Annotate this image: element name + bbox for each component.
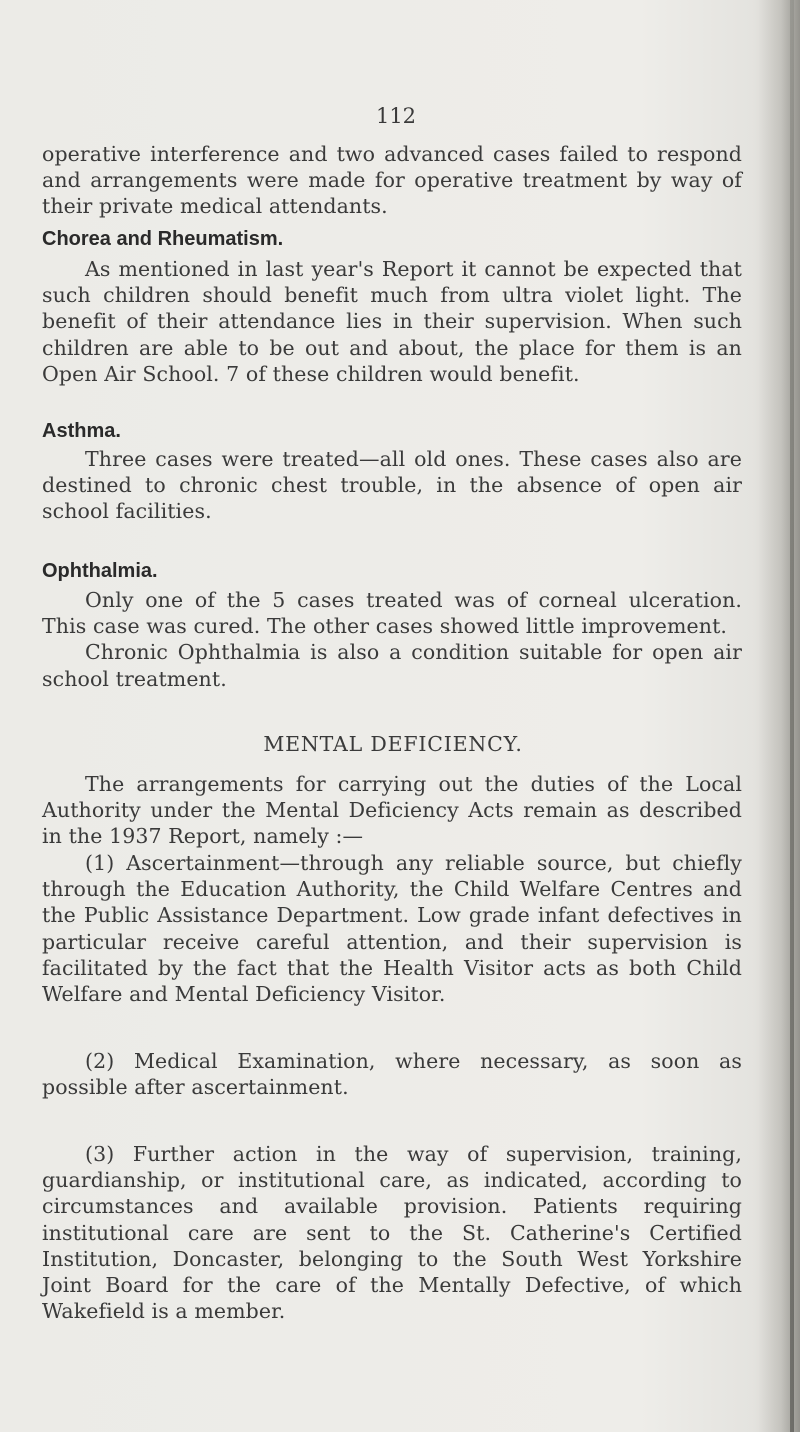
page-number: 112 <box>375 104 417 128</box>
section-chorea <box>42 256 742 387</box>
heading-mental-deficiency: MENTAL DEFICIENCY. <box>263 732 523 756</box>
list-item-2 <box>42 1048 742 1100</box>
paragraph: Chronic Ophthalmia is also a condition suitable for open air school treatment. <box>42 640 742 691</box>
paragraph: The arrangements for carrying out the duties of the Local Authority under the Mental Deficiency Acts remain as described in the 1937 Report, namely :— <box>42 772 742 849</box>
paragraph: Only one of the 5 cases treated was of corneal ulceration. This case was cured. The other cases showed little improvement. <box>42 588 742 639</box>
paragraph: Three cases were treated—all old ones. These cases also are destined to chronic chest trouble, in the absence of open air school facilities. <box>42 447 742 524</box>
book-spine <box>790 0 794 1432</box>
heading-chorea: Chorea and Rheumatism. <box>42 228 284 250</box>
intro-paragraph: operative interference and two advanced cases failed to respond and arrangements were made for operative treatment by way of their private medical attendants. <box>42 142 742 219</box>
section-ophthalmia <box>42 587 742 692</box>
section-asthma <box>42 446 742 525</box>
list-item-1 <box>42 850 742 1007</box>
list-item-3 <box>42 1141 742 1324</box>
list-item: (2) Medical Examination, where necessary, as soon as possible after ascertainment. <box>42 1049 742 1100</box>
list-item: (3) Further action in the way of supervision, training, guardianship, or institutional care, as indicated, according to circumstances and available provision. Patients requiring institutional care are sent to the St. Catherine's Certified Institution, Doncaster, belonging to the South West Yorkshire Joint Board for the care of the Mentally Defective, of which Wakefield is a member. <box>42 1142 742 1324</box>
paragraph: As mentioned in last year's Report it cannot be expected that such children should benefit much from ultra violet light. The benefit of their attendance lies in their supervision. When such children are able to be out and about, the place for them is an Open Air School. 7 of these children would benefit. <box>42 257 742 386</box>
mental-deficiency-intro <box>42 771 742 850</box>
list-item: (1) Ascertainment—through any reliable source, but chiefly through the Education Authority, the Child Welfare Centres and the Public Assistance Department. Low grade infant defectives in particular receive careful attention, and their supervision is facilitated by the fact that the Health Visitor acts as both Child Welfare and Mental Deficiency Visitor. <box>42 851 742 1007</box>
heading-ophthalmia: Ophthalmia. <box>42 560 158 582</box>
heading-asthma: Asthma. <box>42 420 121 442</box>
